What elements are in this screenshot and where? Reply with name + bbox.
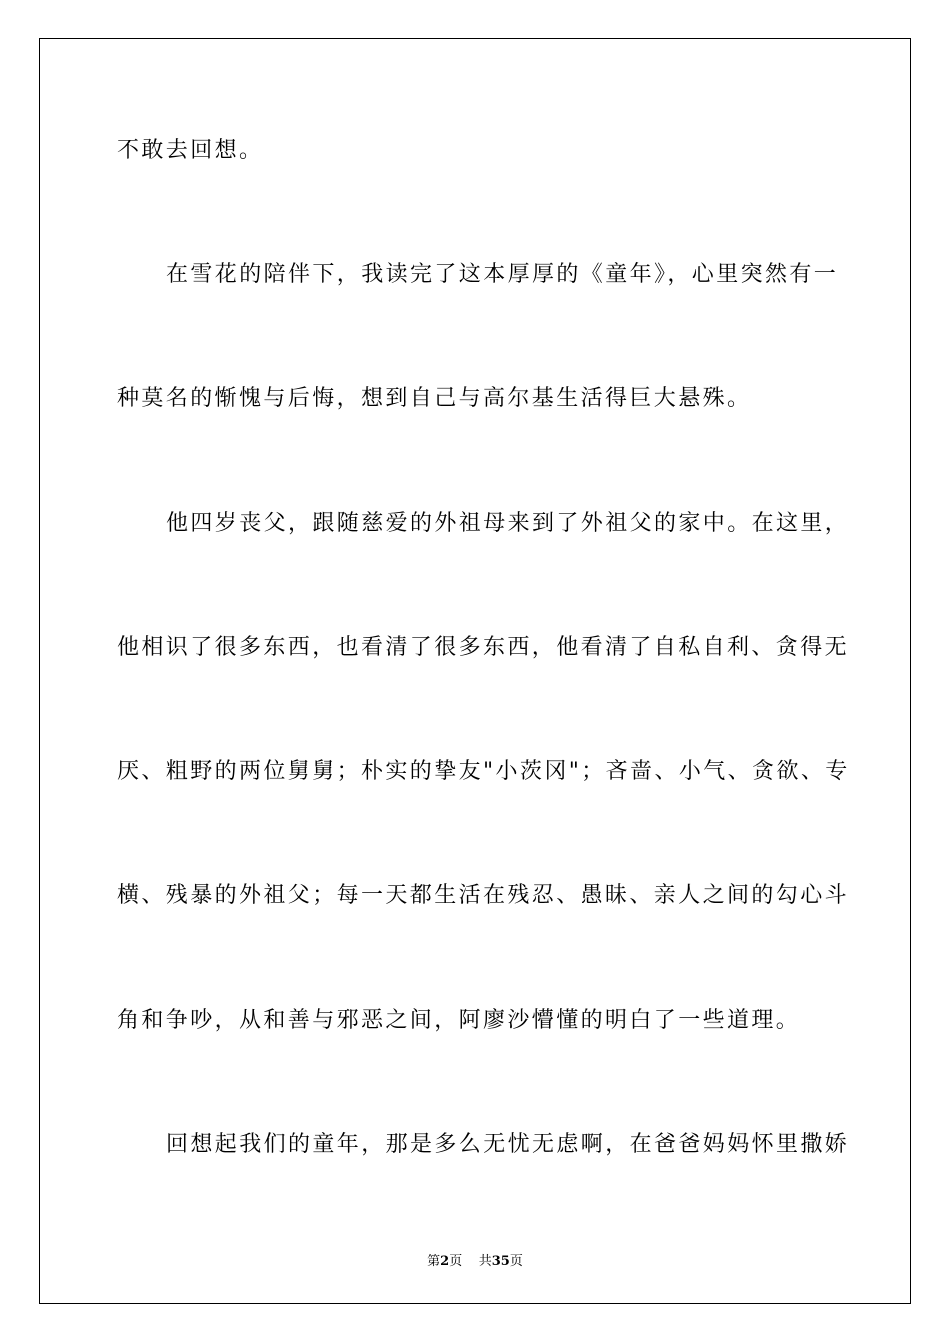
text-line-5: 他相识了很多东西，也看清了很多东西，他看清了自私自利、贪得无: [117, 635, 850, 660]
total-pages: 35: [491, 1254, 510, 1269]
text-line-7: 横、残暴的外祖父；每一天都生活在残忍、愚昧、亲人之间的勾心斗: [117, 883, 850, 908]
total-prefix: 共: [478, 1254, 492, 1269]
text-line-8: 角和争吵，从和善与邪恶之间，阿廖沙懵懂的明白了一些道理。: [117, 1008, 801, 1033]
page-border: [39, 38, 911, 1304]
page-suffix: 页: [449, 1254, 463, 1269]
page-prefix: 第: [427, 1254, 441, 1269]
total-suffix: 页: [509, 1254, 523, 1269]
text-line-9: 回想起我们的童年，那是多么无忧无虑啊，在爸爸妈妈怀里撒娇: [166, 1132, 850, 1157]
text-line-3: 种莫名的惭愧与后悔，想到自己与高尔基生活得巨大悬殊。: [117, 386, 752, 411]
text-line-4: 他四岁丧父，跟随慈爱的外祖母来到了外祖父的家中。在这里，: [166, 511, 850, 536]
page-number: 2: [440, 1254, 450, 1269]
page-footer: [0, 1250, 950, 1269]
text-line-1: 不敢去回想。: [117, 138, 264, 163]
text-line-6: 厌、粗野的两位舅舅；朴实的挚友"小茨冈"；吝啬、小气、贪欲、专: [117, 759, 850, 784]
text-line-2: 在雪花的陪伴下，我读完了这本厚厚的《童年》，心里突然有一: [166, 262, 839, 287]
